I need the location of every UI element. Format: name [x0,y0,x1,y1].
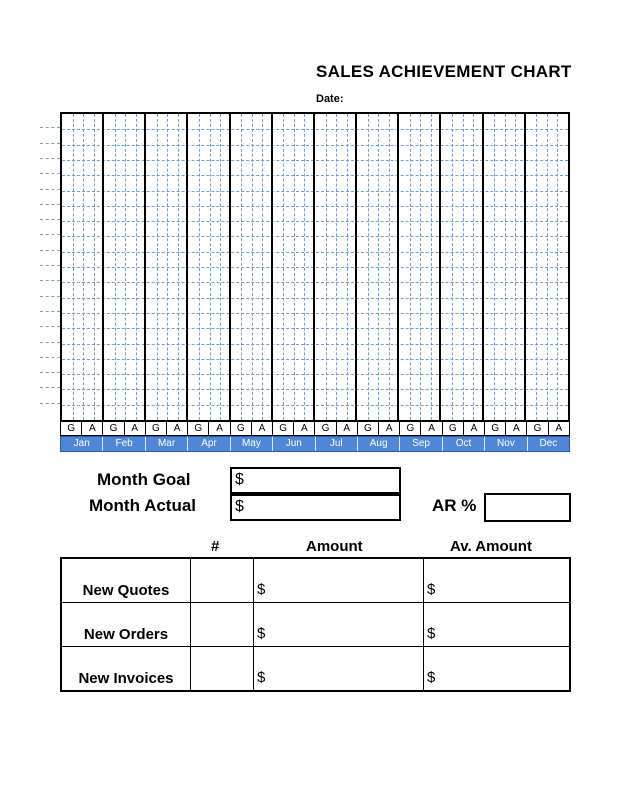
grid-col-line [294,114,295,420]
grid-left-tick [40,372,60,373]
goal-marker: G [103,422,124,435]
goal-marker: G [527,422,548,435]
grid-col-line [557,114,558,420]
goal-marker: G [400,422,421,435]
grid-col-line [389,114,390,420]
grid-col-line [167,114,168,420]
grid-col-line [136,114,137,420]
actual-marker: A [464,422,485,435]
goal-marker: G [146,422,167,435]
month-goal-field[interactable] [230,467,401,494]
actual-marker: A [337,422,358,435]
grid-left-tick [40,189,60,190]
actual-marker: A [125,422,146,435]
avg-amount-cell[interactable]: $ [423,647,569,691]
count-cell[interactable] [190,647,253,691]
avg-amount-cell[interactable]: $ [423,603,569,646]
grid-col-line [515,114,516,420]
grid-left-tick [40,173,60,174]
grid-col-line [178,114,179,420]
actual-marker: A [167,422,188,435]
page-title: SALES ACHIEVEMENT CHART [316,62,572,81]
grid-left-tick [40,143,60,144]
grid-col-line [463,114,464,420]
month-label-dec: Dec [539,438,558,449]
goal-marker: G [443,422,464,435]
summary-table [60,557,571,692]
col-header-count: # [211,538,220,555]
grid-col-line [94,114,95,420]
grid-col-line [283,114,284,420]
grid-left-tick [40,127,60,128]
grid-col-line [410,114,411,420]
count-cell[interactable] [190,603,253,646]
actual-marker: A [421,422,442,435]
grid-col-line [420,114,421,420]
month-actual-field[interactable] [230,494,401,521]
grid-left-tick [40,265,60,266]
col-header-amount: Amount [306,538,363,555]
actual-marker: A [379,422,400,435]
month-label-sep: Sep [400,437,442,451]
grid-col-line [547,114,548,420]
month-label-nov: Nov [485,437,527,451]
actual-marker: A [555,423,563,434]
goal-marker: G [188,422,209,435]
grid-left-tick [40,296,60,297]
grid-col-line [220,114,221,420]
table-row [62,647,569,691]
month-label-row [60,436,570,452]
ar-percent-field[interactable] [484,493,571,522]
grid-left-tick [40,158,60,159]
currency-symbol: $ [235,471,244,488]
actual-marker: A [209,422,230,435]
grid-left-tick [40,403,60,404]
month-label-oct: Oct [443,437,485,451]
grid-col-line [452,114,453,420]
amount-cell[interactable]: $ [253,559,423,602]
grid-col-line [241,114,242,420]
actual-marker: A [252,422,273,435]
achievement-grid[interactable] [60,112,570,422]
grid-left-tick [40,326,60,327]
grid-col-line [336,114,337,420]
grid-col-line [125,114,126,420]
ar-percent-label: AR % [432,496,477,515]
goal-marker: G [358,422,379,435]
grid-col-line [199,114,200,420]
count-cell[interactable] [190,559,253,602]
month-label-feb: Feb [103,437,145,451]
row-label-new-invoices: New Invoices [78,670,174,687]
grid-left-tick [40,234,60,235]
goal-actual-row [60,422,570,436]
grid-col-line [157,114,158,420]
grid-col-line [505,114,506,420]
grid-col-line [473,114,474,420]
grid-col-line [536,114,537,420]
month-actual-label: Month Actual [89,496,197,515]
month-label-mar: Mar [146,437,188,451]
grid-left-tick [40,204,60,205]
grid-col-line [73,114,74,420]
col-header-avg-amount: Av. Amount [450,538,532,555]
amount-cell[interactable]: $ [253,603,423,646]
table-row [62,559,569,603]
goal-marker: G [315,422,336,435]
grid-left-tick [40,311,60,312]
grid-left-ticks [40,112,60,422]
amount-cell[interactable]: $ [253,647,423,691]
grid-col-line [368,114,369,420]
goal-marker: G [61,422,82,435]
grid-left-tick [40,250,60,251]
grid-left-tick [40,357,60,358]
grid-col-line [431,114,432,420]
grid-col-line [83,114,84,420]
grid-col-line [347,114,348,420]
month-label-jun: Jun [273,437,315,451]
actual-marker: A [294,422,315,435]
month-label-aug: Aug [358,437,400,451]
avg-amount-cell[interactable]: $ [423,559,569,602]
actual-marker: A [506,422,527,435]
month-goal-label: Month Goal [97,470,191,489]
grid-col-line [262,114,263,420]
grid-left-tick [40,387,60,388]
grid-col-line [494,114,495,420]
date-label: Date: [316,93,344,105]
goal-marker: G [273,422,294,435]
row-label-new-quotes: New Quotes [82,582,170,599]
goal-marker: G [231,422,252,435]
grid-col-line [304,114,305,420]
month-label-may: May [231,437,273,451]
grid-col-line [378,114,379,420]
grid-col-line [252,114,253,420]
grid-col-line [115,114,116,420]
grid-col-line [210,114,211,420]
actual-marker: A [82,422,103,435]
currency-symbol: $ [235,498,244,515]
goal-marker: G [485,422,506,435]
table-row [62,603,569,647]
grid-col-line [326,114,327,420]
month-label-apr: Apr [188,437,230,451]
month-label-jan: Jan [61,437,103,451]
row-label-new-orders: New Orders [83,626,169,643]
grid-left-tick [40,280,60,281]
grid-left-tick [40,342,60,343]
month-label-jul: Jul [316,437,358,451]
grid-left-tick [40,219,60,220]
